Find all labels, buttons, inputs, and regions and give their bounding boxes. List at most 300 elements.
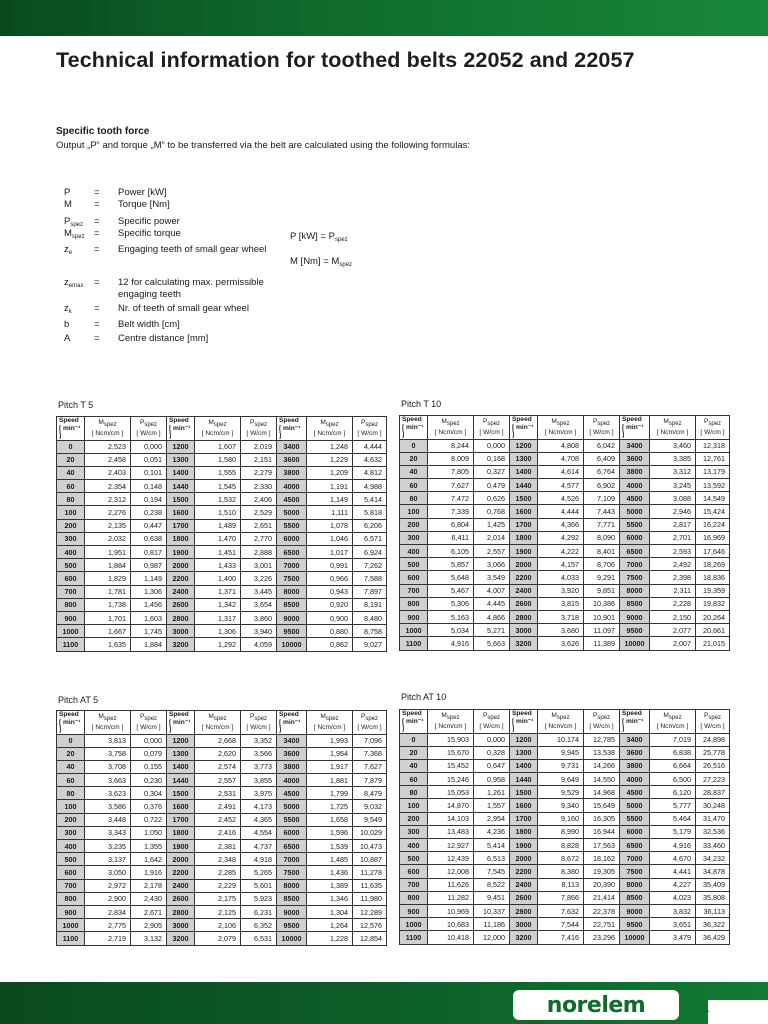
m-spez-cell: 7,866 [538, 891, 584, 904]
speed-cell: 1600 [510, 505, 538, 518]
m-spez-cell: 3,343 [85, 826, 131, 839]
header-p-sub: spez [597, 421, 611, 428]
speed-cell: 1300 [167, 747, 195, 760]
pitch-t10-label: Pitch T 10 [401, 399, 442, 409]
m-spez-cell: 1,433 [195, 559, 241, 572]
speed-cell: 600 [400, 865, 428, 878]
legend-description: 12 for calculating max. permissible engaging teeth [118, 277, 264, 300]
speed-cell: 3400 [620, 439, 650, 452]
header-row [57, 417, 387, 441]
p-spez-cell: 2,888 [241, 546, 277, 559]
speed-cell: 8500 [620, 597, 650, 610]
p-spez-cell: 6,352 [241, 919, 277, 932]
p-spez-cell: 7,545 [474, 865, 510, 878]
m-spez-cell: 1,111 [307, 506, 353, 519]
m-spez-cell: 9,649 [538, 773, 584, 786]
m-spez-cell: 2,900 [85, 892, 131, 905]
speed-cell: 100 [400, 799, 428, 812]
logo-text: norelem [546, 992, 646, 1018]
speed-cell: 2600 [510, 597, 538, 610]
legend-symbol-main: z [64, 303, 69, 314]
header-p-spez [584, 416, 620, 440]
p-spez-cell: 24,898 [696, 733, 730, 746]
m-spez-cell: 11,626 [428, 878, 474, 891]
header-row [400, 416, 730, 440]
speed-cell: 9000 [277, 905, 307, 918]
header-speed [277, 711, 307, 735]
p-spez-cell: 3,566 [241, 747, 277, 760]
p-spez-cell: 4,007 [474, 584, 510, 597]
m-spez-cell: 3,586 [85, 800, 131, 813]
m-spez-cell: 1,346 [307, 892, 353, 905]
p-spez-cell: 3,549 [474, 571, 510, 584]
p-spez-cell: 3,940 [241, 625, 277, 638]
m-spez-cell: 2,285 [195, 866, 241, 879]
speed-cell: 5000 [620, 799, 650, 812]
p-spez-cell: 5,663 [474, 637, 510, 650]
m-spez-cell: 1,400 [195, 572, 241, 585]
legend-equals: = [94, 319, 100, 330]
table-row [400, 518, 730, 531]
table-body [57, 734, 387, 945]
m-spez-cell: 6,500 [650, 773, 696, 786]
p-spez-cell: 2,330 [241, 480, 277, 493]
table-row [400, 904, 730, 917]
m-spez-cell: 10,969 [428, 904, 474, 917]
m-spez-cell: 1,635 [85, 638, 131, 651]
table-row [400, 825, 730, 838]
speed-cell: 1400 [510, 759, 538, 772]
m-spez-cell: 2,403 [85, 466, 131, 479]
speed-cell: 60 [57, 480, 85, 493]
speed-cell: 3000 [510, 624, 538, 637]
table-row [400, 891, 730, 904]
p-spez-cell: 4,866 [474, 610, 510, 623]
section-intro: Output „P“ and torque „M“ to be transferred via the belt are calculated using the following formulas: [56, 140, 470, 151]
speed-cell: 7500 [277, 866, 307, 879]
p-spez-cell: 33,460 [696, 839, 730, 852]
m-spez-cell: 2,276 [85, 506, 131, 519]
m-spez-cell: 7,632 [538, 904, 584, 917]
speed-cell: 3800 [277, 466, 307, 479]
m-spez-cell: 1,539 [307, 840, 353, 853]
table-row [400, 839, 730, 852]
header-p-sub: spez [144, 716, 158, 723]
p-spez-cell: 0,304 [131, 787, 167, 800]
speed-cell: 7000 [277, 559, 307, 572]
speed-cell: 2400 [167, 585, 195, 598]
m-spez-cell: 1,799 [307, 787, 353, 800]
m-spez-cell: 15,246 [428, 773, 474, 786]
m-spez-cell: 3,623 [85, 787, 131, 800]
m-spez-cell: 1,017 [307, 546, 353, 559]
speed-cell: 40 [57, 760, 85, 773]
p-spez-cell: 2,430 [131, 892, 167, 905]
header-speed [620, 416, 650, 440]
p-spez-cell: 9,027 [353, 638, 387, 651]
speed-cell: 600 [400, 571, 428, 584]
header-speed-unit: [ min⁻¹ ] [279, 718, 301, 733]
speed-cell: 40 [57, 466, 85, 479]
m-spez-cell: 1,607 [195, 440, 241, 453]
m-spez-cell: 1,658 [307, 813, 353, 826]
p-spez-cell: 2,557 [474, 545, 510, 558]
speed-cell: 1600 [167, 506, 195, 519]
legend-equals: = [94, 277, 100, 288]
p-spez-cell: 5,601 [241, 879, 277, 892]
header-speed-label: Speed [622, 710, 642, 717]
m-spez-cell: 2,079 [195, 932, 241, 945]
m-spez-cell: 8,244 [428, 439, 474, 452]
m-spez-cell: 2,354 [85, 480, 131, 493]
header-m-label: M [98, 419, 104, 427]
m-spez-cell: 12,927 [428, 839, 474, 852]
p-spez-cell: 25,778 [696, 746, 730, 759]
p-spez-cell: 3,001 [241, 559, 277, 572]
p-spez-cell: 7,443 [584, 505, 620, 518]
speed-cell: 8500 [277, 892, 307, 905]
header-p-unit: [ W/cm ] [479, 428, 504, 436]
m-spez-cell: 6,804 [428, 518, 474, 531]
table-row [400, 812, 730, 825]
m-spez-cell: 3,385 [650, 452, 696, 465]
m-spez-cell: 1,954 [307, 747, 353, 760]
m-spez-cell: 10,683 [428, 918, 474, 931]
header-speed [167, 711, 195, 735]
m-spez-cell: 3,815 [538, 597, 584, 610]
m-spez-cell: 4,670 [650, 852, 696, 865]
m-spez-cell: 1,209 [307, 466, 353, 479]
speed-cell: 800 [57, 892, 85, 905]
speed-cell: 1440 [167, 480, 195, 493]
header-p-unit: [ W/cm ] [246, 429, 271, 437]
p-spez-cell: 9,549 [353, 813, 387, 826]
header-p-label: P [482, 418, 488, 426]
speed-cell: 5000 [277, 506, 307, 519]
m-spez-cell: 11,282 [428, 891, 474, 904]
m-spez-cell: 3,479 [650, 931, 696, 944]
speed-cell: 6500 [620, 545, 650, 558]
speed-cell: 200 [57, 519, 85, 532]
m-spez-cell: 0,880 [307, 625, 353, 638]
header-speed [57, 711, 85, 735]
header-m-label: M [663, 712, 669, 720]
speed-cell: 600 [57, 866, 85, 879]
header-m-spez [428, 710, 474, 734]
m-spez-cell: 12,008 [428, 865, 474, 878]
header-speed-label: Speed [279, 417, 299, 424]
m-spez-cell: 1,917 [307, 760, 353, 773]
table-row [400, 584, 730, 597]
m-spez-cell: 1,436 [307, 866, 353, 879]
speed-cell: 2800 [510, 904, 538, 917]
p-spez-cell: 1,456 [131, 598, 167, 611]
header-speed [400, 710, 428, 734]
header-p-unit: [ W/cm ] [700, 722, 725, 730]
m-spez-cell: 4,033 [538, 571, 584, 584]
table-row [57, 932, 387, 945]
p-spez-cell: 1,916 [131, 866, 167, 879]
speed-cell: 8000 [620, 584, 650, 597]
header-m-label: M [551, 418, 557, 426]
m-spez-cell: 3,680 [538, 624, 584, 637]
speed-cell: 400 [400, 839, 428, 852]
p-spez-cell: 11,278 [353, 866, 387, 879]
header-m-spez [85, 417, 131, 441]
p-spez-cell: 8,479 [353, 787, 387, 800]
m-spez-cell: 2,032 [85, 532, 131, 545]
m-spez-cell: 1,292 [195, 638, 241, 651]
m-spez-cell: 4,916 [650, 839, 696, 852]
header-speed-unit: [ min⁻¹ ] [402, 717, 424, 732]
p-spez-cell: 7,897 [353, 585, 387, 598]
speed-cell: 5500 [620, 518, 650, 531]
header-m-unit: [ Ncm/cm ] [434, 722, 467, 730]
table-row [57, 598, 387, 611]
m-spez-cell: 8,113 [538, 878, 584, 891]
p-spez-cell: 2,019 [241, 440, 277, 453]
m-spez-cell: 2,817 [650, 518, 696, 531]
speed-cell: 1800 [510, 825, 538, 838]
p-spez-cell: 9,291 [584, 571, 620, 584]
header-m-sub: spez [103, 716, 117, 723]
p-spez-cell: 12,761 [696, 452, 730, 465]
p-spez-cell: 6,513 [474, 852, 510, 865]
speed-cell: 1300 [510, 746, 538, 759]
speed-cell: 700 [57, 585, 85, 598]
legend-row [64, 333, 288, 348]
m-spez-cell: 0,862 [307, 638, 353, 651]
formula-power-text: P [kW] = P [290, 231, 335, 242]
p-spez-cell: 0,155 [131, 760, 167, 773]
p-spez-cell: 6,206 [353, 519, 387, 532]
speed-cell: 20 [400, 746, 428, 759]
m-spez-cell: 3,312 [650, 465, 696, 478]
m-spez-cell: 4,577 [538, 479, 584, 492]
speed-cell: 500 [57, 853, 85, 866]
speed-cell: 2400 [510, 878, 538, 891]
speed-cell: 9500 [620, 624, 650, 637]
speed-cell: 3400 [277, 440, 307, 453]
p-spez-cell: 0,768 [474, 505, 510, 518]
p-spez-cell: 15,424 [696, 505, 730, 518]
table-row [57, 532, 387, 545]
header-p-label: P [249, 419, 255, 427]
m-spez-cell: 1,667 [85, 625, 131, 638]
p-spez-cell: 2,671 [131, 905, 167, 918]
p-spez-cell: 35,808 [696, 891, 730, 904]
speed-cell: 800 [400, 597, 428, 610]
table-row [57, 440, 387, 453]
header-p-label: P [139, 713, 145, 721]
m-spez-cell: 3,758 [85, 747, 131, 760]
speed-cell: 700 [400, 878, 428, 891]
speed-cell: 3200 [167, 932, 195, 945]
m-spez-cell: 3,088 [650, 492, 696, 505]
m-spez-cell: 2,106 [195, 919, 241, 932]
table-row [400, 637, 730, 650]
m-spez-cell: 4,441 [650, 865, 696, 878]
header-m-spez [85, 711, 131, 735]
header-speed-label: Speed [512, 710, 532, 717]
speed-cell: 1000 [400, 918, 428, 931]
table-row [400, 799, 730, 812]
norelem-logo [513, 990, 679, 1020]
m-spez-cell: 8,672 [538, 852, 584, 865]
header-m-unit: [ Ncm/cm ] [201, 429, 234, 437]
p-spez-cell: 7,771 [584, 518, 620, 531]
m-spez-cell: 9,731 [538, 759, 584, 772]
header-m-label: M [320, 713, 326, 721]
speed-cell: 1300 [167, 453, 195, 466]
header-m-spez [650, 416, 696, 440]
m-spez-cell: 3,460 [650, 439, 696, 452]
speed-cell: 1400 [167, 760, 195, 773]
header-p-unit: [ W/cm ] [246, 723, 271, 731]
p-spez-cell: 4,632 [353, 453, 387, 466]
p-spez-cell: 3,445 [241, 585, 277, 598]
header-m-label: M [441, 712, 447, 720]
p-spez-cell: 14,550 [584, 773, 620, 786]
speed-cell: 1800 [167, 532, 195, 545]
p-spez-cell: 1,557 [474, 799, 510, 812]
p-spez-cell: 6,571 [353, 532, 387, 545]
pitch-t5-label: Pitch T 5 [58, 400, 94, 410]
m-spez-cell: 2,620 [195, 747, 241, 760]
table-row [57, 625, 387, 638]
speed-cell: 2000 [510, 852, 538, 865]
header-p-spez [584, 710, 620, 734]
p-spez-cell: 3,654 [241, 598, 277, 611]
pitch-at10-label: Pitch AT 10 [401, 692, 447, 702]
header-m-spez [538, 416, 584, 440]
m-spez-cell: 1,078 [307, 519, 353, 532]
speed-cell: 400 [57, 546, 85, 559]
table-row [57, 774, 387, 787]
m-spez-cell: 3,663 [85, 774, 131, 787]
m-spez-cell: 4,708 [538, 452, 584, 465]
table-row [57, 466, 387, 479]
speed-cell: 1900 [510, 545, 538, 558]
p-spez-cell: 3,226 [241, 572, 277, 585]
table-row [400, 465, 730, 478]
speed-cell: 6000 [277, 826, 307, 839]
header-speed-unit: [ min⁻¹ ] [402, 423, 424, 438]
m-spez-cell: 1,046 [307, 532, 353, 545]
table-header [400, 416, 730, 440]
p-spez-cell: 0,447 [131, 519, 167, 532]
speed-cell: 80 [400, 786, 428, 799]
legend-description: Specific power [118, 216, 180, 227]
m-spez-cell: 9,945 [538, 746, 584, 759]
header-m-unit: [ Ncm/cm ] [544, 428, 577, 436]
m-spez-cell: 4,916 [428, 637, 474, 650]
header-p-sub: spez [708, 715, 722, 722]
speed-cell: 1440 [167, 774, 195, 787]
speed-cell: 4500 [620, 492, 650, 505]
p-spez-cell: 8,758 [353, 625, 387, 638]
header-p-spez [241, 711, 277, 735]
p-spez-cell: 4,554 [241, 826, 277, 839]
table-row [57, 546, 387, 559]
p-spez-cell: 0,817 [131, 546, 167, 559]
m-spez-cell: 5,306 [428, 597, 474, 610]
p-spez-cell: 0,626 [474, 492, 510, 505]
header-m-label: M [441, 418, 447, 426]
legend-symbol [64, 333, 94, 348]
p-spez-cell: 5,414 [353, 493, 387, 506]
m-spez-cell: 1,555 [195, 466, 241, 479]
header-speed-unit: [ min⁻¹ ] [279, 424, 301, 439]
top-green-bar [0, 0, 768, 36]
speed-cell: 10000 [620, 931, 650, 944]
legend-symbol [64, 303, 94, 318]
speed-cell: 1100 [400, 637, 428, 650]
header-p-label: P [703, 418, 709, 426]
p-spez-cell: 2,014 [474, 531, 510, 544]
m-spez-cell: 1,580 [195, 453, 241, 466]
m-spez-cell: 14,870 [428, 799, 474, 812]
speed-cell: 60 [400, 479, 428, 492]
m-spez-cell: 2,007 [650, 637, 696, 650]
legend-symbol [64, 319, 94, 334]
table-row [400, 492, 730, 505]
legend-row [64, 228, 288, 243]
header-row [400, 710, 730, 734]
p-spez-cell: 6,231 [241, 905, 277, 918]
p-spez-cell: 8,401 [584, 545, 620, 558]
header-p-label: P [592, 418, 598, 426]
speed-cell: 7500 [277, 572, 307, 585]
table-pitch-at5 [56, 710, 387, 946]
speed-cell: 6000 [620, 531, 650, 544]
m-spez-cell: 5,034 [428, 624, 474, 637]
m-spez-cell: 1,389 [307, 879, 353, 892]
m-spez-cell: 4,614 [538, 465, 584, 478]
m-spez-cell: 6,120 [650, 786, 696, 799]
m-spez-cell: 9,160 [538, 812, 584, 825]
legend-symbol-main: z [64, 244, 69, 255]
p-spez-cell: 9,851 [584, 584, 620, 597]
speed-cell: 500 [57, 559, 85, 572]
speed-cell: 1900 [167, 840, 195, 853]
p-spez-cell: 10,901 [584, 610, 620, 623]
legend-symbol-sub: emax [68, 283, 84, 289]
speed-cell: 700 [57, 879, 85, 892]
p-spez-cell: 35,409 [696, 878, 730, 891]
p-spez-cell: 4,737 [241, 840, 277, 853]
legend-symbol-main: M [64, 228, 72, 239]
m-spez-cell: 0,966 [307, 572, 353, 585]
header-speed-label: Speed [169, 417, 189, 424]
speed-cell: 5500 [277, 519, 307, 532]
legend-symbol-main: A [64, 333, 71, 344]
speed-cell: 600 [57, 572, 85, 585]
table-row [400, 558, 730, 571]
p-spez-cell: 5,265 [241, 866, 277, 879]
header-m-sub: spez [668, 715, 682, 722]
m-spez-cell: 5,467 [428, 584, 474, 597]
m-spez-cell: 1,993 [307, 734, 353, 747]
speed-cell: 300 [400, 825, 428, 838]
table-row [57, 866, 387, 879]
header-p-spez [696, 710, 730, 734]
m-spez-cell: 10,174 [538, 733, 584, 746]
speed-cell: 1700 [167, 813, 195, 826]
p-spez-cell: 2,905 [131, 919, 167, 932]
p-spez-cell: 1,603 [131, 611, 167, 624]
table-row [400, 624, 730, 637]
